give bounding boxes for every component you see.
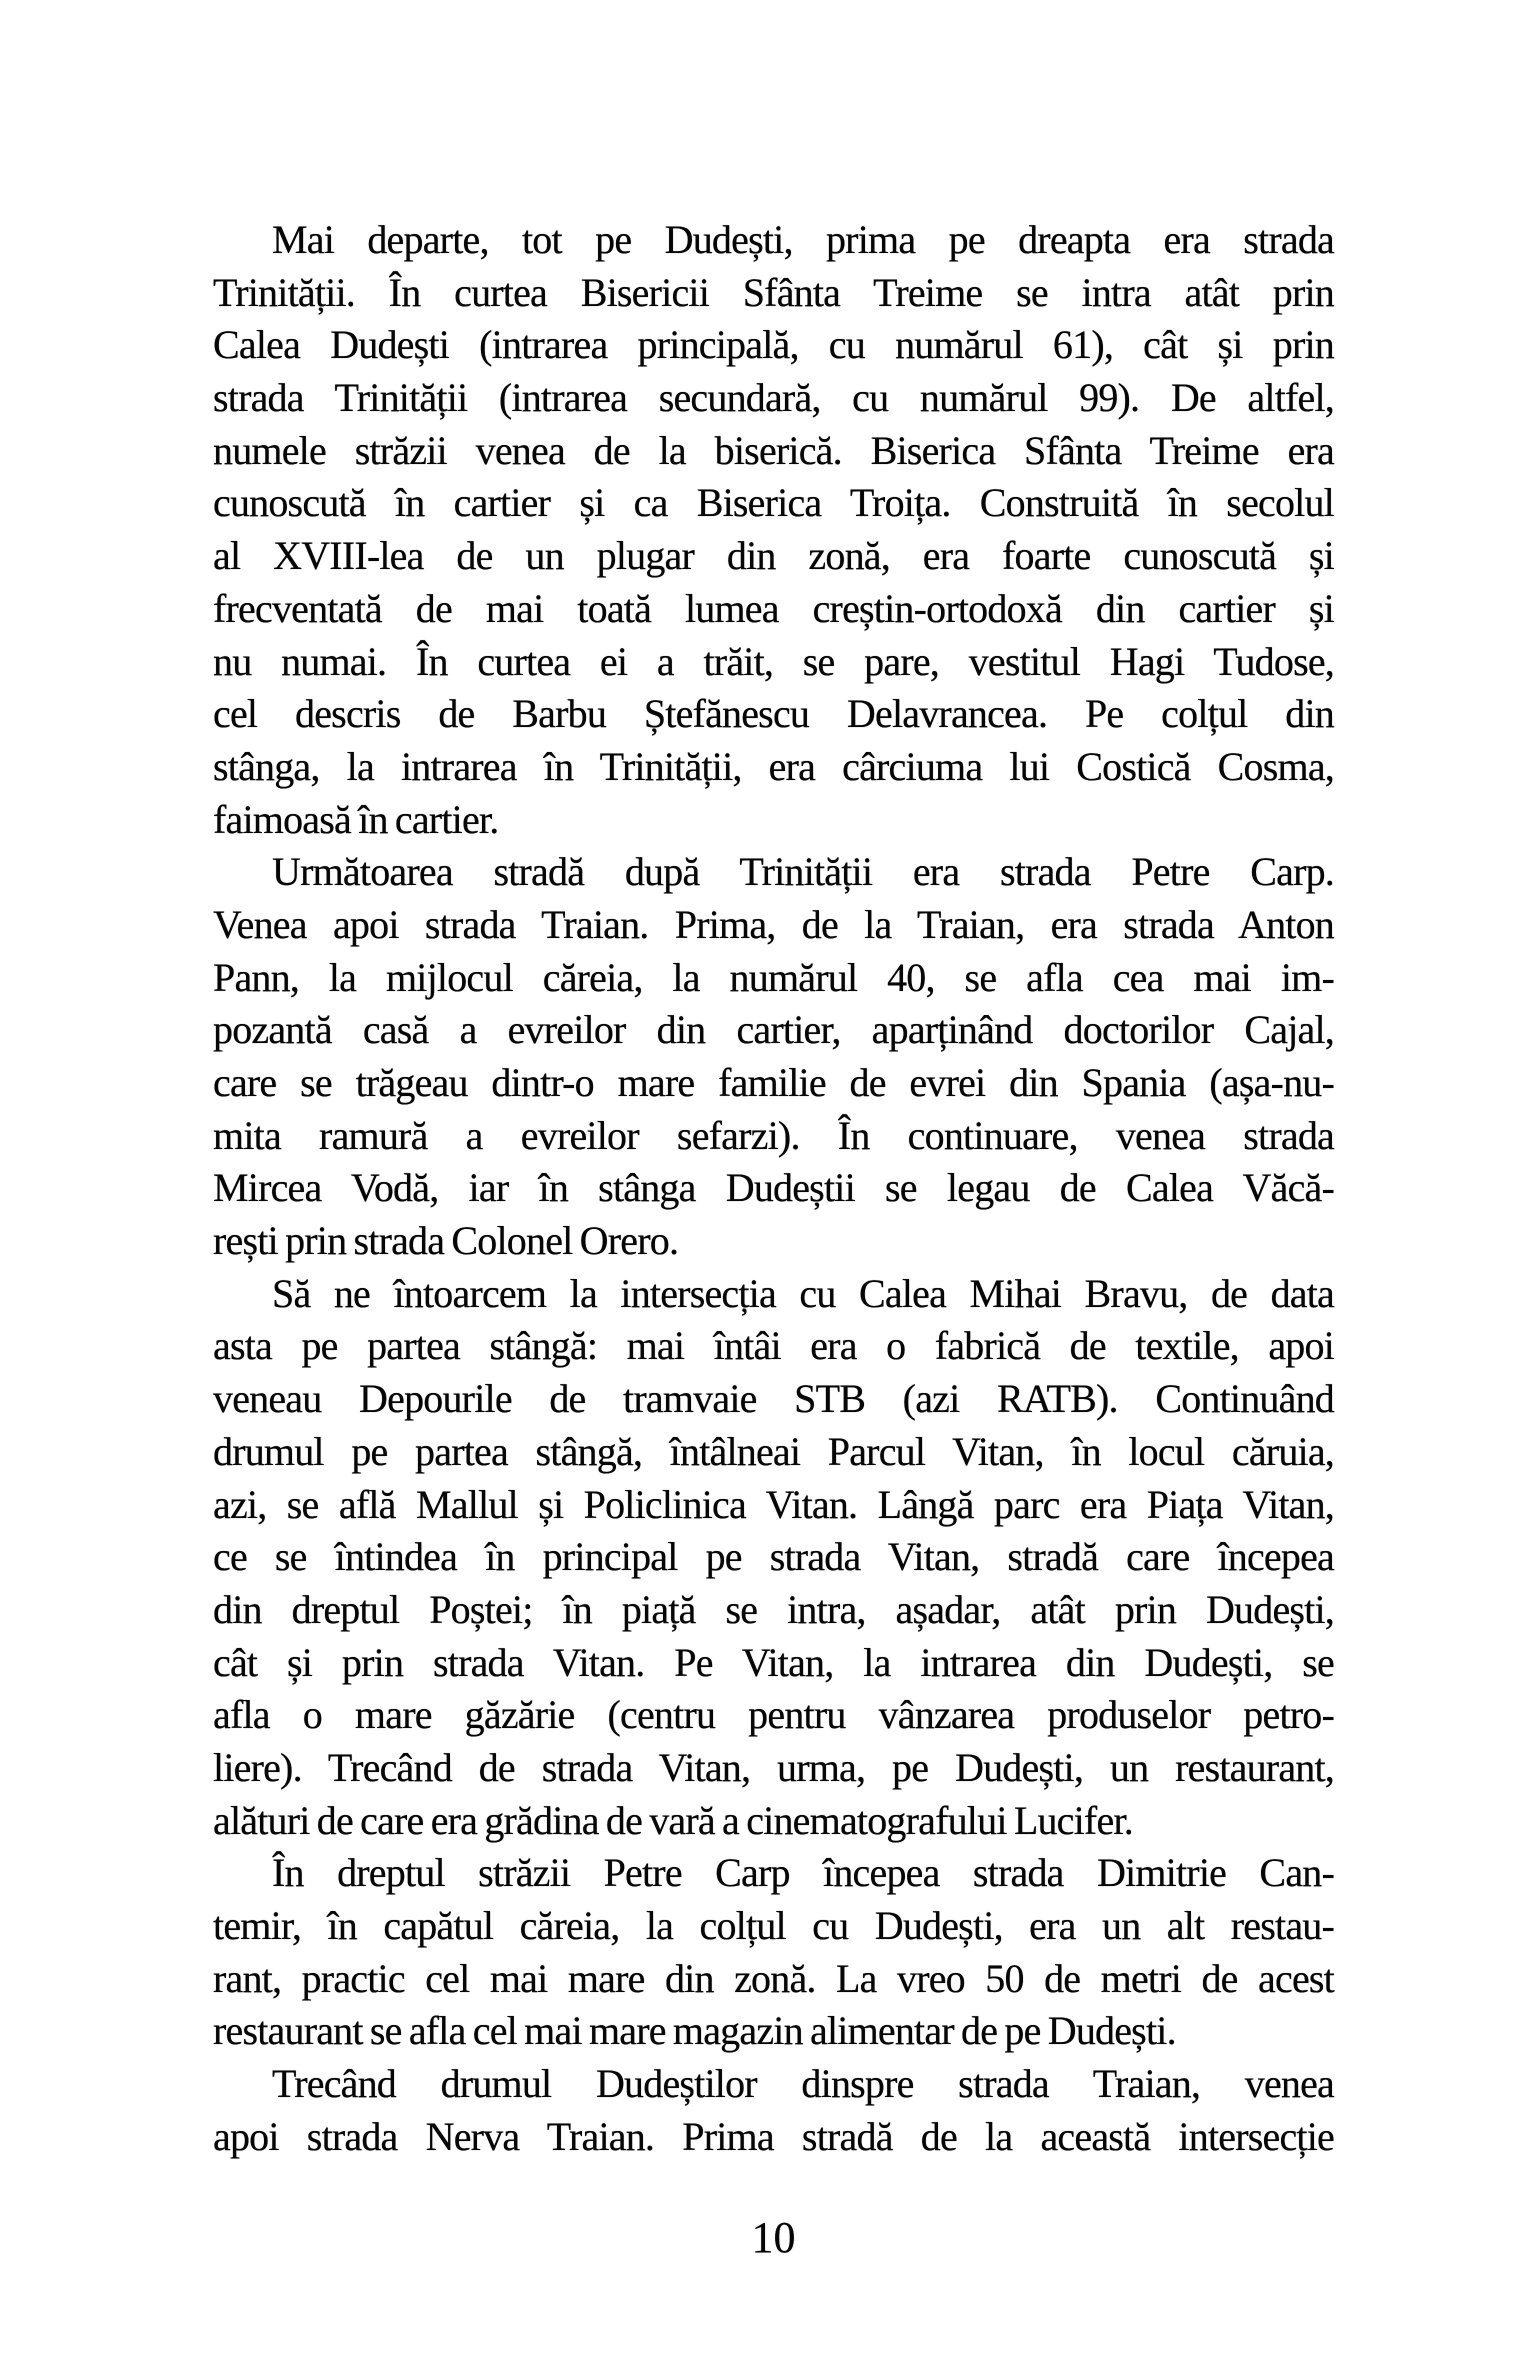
- text-line: cel descris de Barbu Ștefănescu Delavrancea. Pe colțul din: [213, 691, 1334, 737]
- text-line: numele străzii venea de la biserică. Biserica Sfânta Treime era: [213, 427, 1334, 473]
- paragraph: [213, 1268, 1334, 1848]
- text-line: Trecând drumul Dudeștilor dinspre strada Traian, venea: [272, 2061, 1334, 2107]
- text-line: Pann, la mijlocul căreia, la numărul 40, se afla cea mai im-: [213, 954, 1334, 1000]
- text-line: pozantă casă a evreilor din cartier, aparținând doctorilor Cajal,: [213, 1007, 1334, 1053]
- text-line: mita ramură a evreilor sefarzi). În continuare, venea strada: [213, 1112, 1334, 1158]
- text-line: alături de care era grădina de vară a cinematografului Lucifer.: [213, 1797, 1133, 1843]
- text-line: apoi strada Nerva Traian. Prima stradă de la această intersecție: [213, 2113, 1334, 2159]
- text-line: azi, se află Mallul și Policlinica Vitan. Lângă parc era Piața Vitan,: [213, 1481, 1334, 1527]
- paragraph: [213, 2058, 1334, 2163]
- text-line: strada Trinității (intrarea secundară, cu numărul 99). De altfel,: [213, 375, 1334, 421]
- text-line: din dreptul Poștei; în piață se intra, așadar, atât prin Dudești,: [213, 1586, 1334, 1632]
- paragraph: [213, 214, 1334, 846]
- text-line: rești prin strada Colonel Orero.: [213, 1218, 679, 1264]
- text-line: drumul pe partea stângă, întâlneai Parcul Vitan, în locul căruia,: [213, 1428, 1334, 1474]
- text-block: [213, 214, 1334, 2163]
- text-line: nu numai. În curtea ei a trăit, se pare, vestitul Hagi Tudose,: [213, 638, 1334, 684]
- text-line: afla o mare găzărie (centru pentru vânzarea produselor petro-: [213, 1692, 1334, 1738]
- text-line: veneau Depourile de tramvaie STB (azi RATB). Continuând: [213, 1376, 1334, 1422]
- text-line: Mai departe, tot pe Dudești, prima pe dreapta era strada: [272, 217, 1334, 262]
- text-line: ce se întindea în principal pe strada Vitan, stradă care începea: [213, 1534, 1334, 1580]
- text-line: care se trăgeau dintr-o mare familie de evrei din Spania (așa-nu-: [213, 1060, 1334, 1105]
- text-line: liere). Trecând de strada Vitan, urma, pe Dudești, un restaurant,: [213, 1744, 1334, 1790]
- text-line: asta pe partea stângă: mai întâi era o fabrică de textile, apoi: [213, 1323, 1334, 1369]
- text-line: În dreptul străzii Petre Carp începea strada Dimitrie Can-: [272, 1850, 1334, 1896]
- text-line: restaurant se afla cel mai mare magazin alimentar de pe Dudești.: [213, 2008, 1176, 2054]
- text-line: stânga, la intrarea în Trinității, era cârciuma lui Costică Cosma,: [213, 743, 1334, 789]
- text-line: Calea Dudești (intrarea principală, cu numărul 61), cât și prin: [213, 322, 1334, 368]
- text-line: cât și prin strada Vitan. Pe Vitan, la intrarea din Dudești, se: [213, 1639, 1334, 1685]
- text-line: temir, în capătul căreia, la colțul cu Dudești, era un alt restau-: [213, 1903, 1334, 1948]
- text-line: cunoscută în cartier și ca Biserica Troița. Construită în secolul: [213, 480, 1334, 526]
- paragraph: [213, 846, 1334, 1268]
- text-line: faimoasă în cartier.: [213, 796, 499, 842]
- text-line: Mircea Vodă, iar în stânga Dudeștii se legau de Calea Văcă-: [213, 1165, 1334, 1211]
- page-number: 10: [751, 2213, 796, 2262]
- text-line: frecventată de mai toată lumea creștin-ortodoxă din cartier și: [213, 585, 1334, 631]
- paragraph: [213, 1847, 1334, 2058]
- text-line: al XVIII-lea de un plugar din zonă, era foarte cunoscută și: [213, 533, 1334, 579]
- text-line: rant, practic cel mai mare din zonă. La vreo 50 de metri de acest: [213, 1955, 1334, 2001]
- text-line: Să ne întoarcem la intersecția cu Calea Mihai Bravu, de data: [272, 1270, 1334, 1316]
- text-line: Următoarea stradă după Trinității era strada Petre Carp.: [272, 849, 1334, 895]
- text-line: Trinității. În curtea Bisericii Sfânta Treime se intra atât prin: [213, 269, 1334, 315]
- text-line: Venea apoi strada Traian. Prima, de la Traian, era strada Anton: [213, 901, 1334, 947]
